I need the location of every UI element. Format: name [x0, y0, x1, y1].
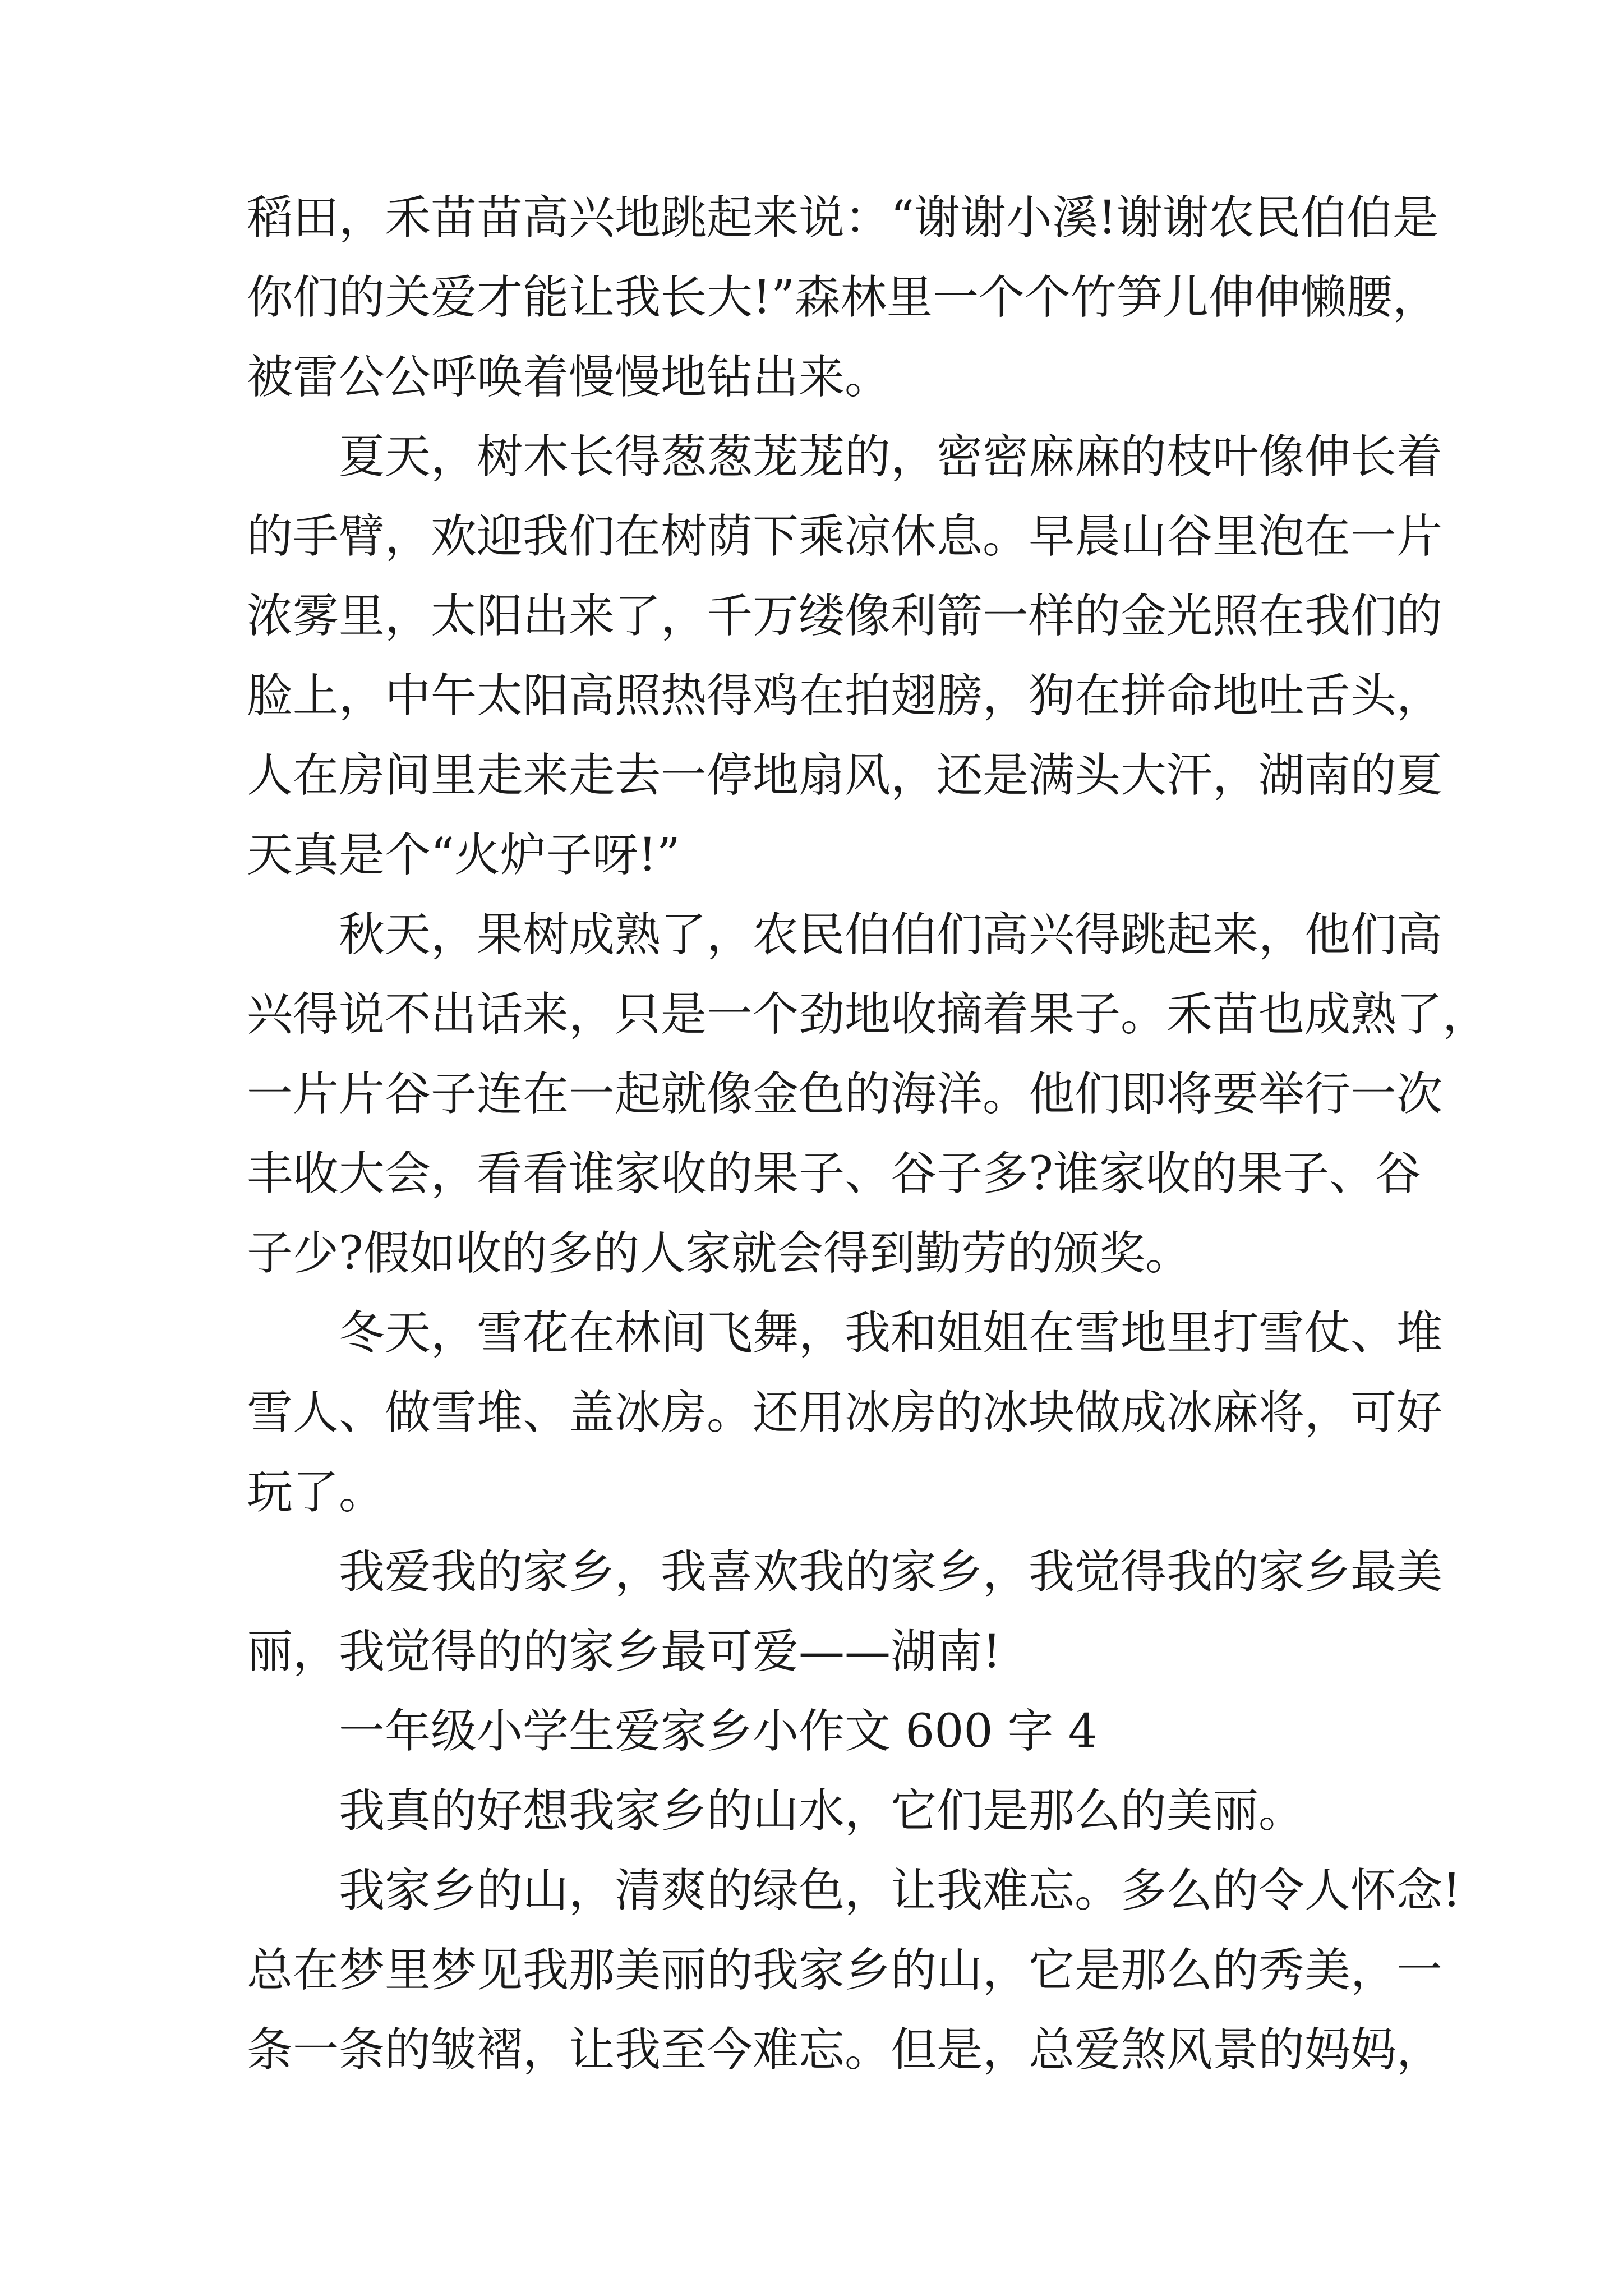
text-line: 总在梦里梦见我那美丽的我家乡的山，它是那么的秀美，一	[247, 1944, 1443, 1997]
text-line: 浓雾里，太阳出来了，千万缕像利箭一样的金光照在我们的	[247, 590, 1443, 643]
text-line: 我真的好想我家乡的山水，它们是那么的美丽。	[339, 1784, 1305, 1838]
text-line: 我家乡的山，清爽的绿色，让我难忘。多么的令人怀念!	[339, 1864, 1461, 1917]
text-line: 被雷公公呼唤着慢慢地钻出来。	[247, 351, 891, 404]
text-line: 雪人、做雪堆、盖冰房。还用冰房的冰块做成冰麻将，可好	[247, 1386, 1443, 1439]
text-line: 稻田，禾苗苗高兴地跳起来说：“谢谢小溪!谢谢农民伯伯是	[247, 191, 1438, 245]
text-line: 夏天，树木长得葱葱茏茏的，密密麻麻的枝叶像伸长着	[339, 430, 1443, 484]
text-line: 你们的关爱才能让我长大!”森林里一个个竹笋儿伸伸懒腰，	[247, 271, 1438, 324]
text-line: 一片片谷子连在一起就像金色的海洋。他们即将要举行一次	[247, 1068, 1443, 1121]
text-line: 脸上，中午太阳高照热得鸡在拍翅膀，狗在拼命地吐舌头，	[247, 669, 1443, 723]
text-line: 一年级小学生爱家乡小作文 600 字 4	[339, 1705, 1098, 1758]
text-line: 天真是个“火炉子呀!”	[247, 829, 680, 882]
essay-body	[247, 178, 1489, 2090]
text-line: 秋天，果树成熟了，农民伯伯们高兴得跳起来，他们高	[339, 908, 1443, 961]
text-line: 丰收大会，看看谁家收的果子、谷子多?谁家收的果子、谷	[247, 1147, 1421, 1200]
text-line: 人在房间里走来走去一停地扇风，还是满头大汗，湖南的夏	[247, 749, 1443, 802]
text-line: 子少?假如收的多的人家就会得到勤劳的颁奖。	[247, 1227, 1191, 1280]
text-line: 丽，我觉得的的家乡最可爱——湖南!	[247, 1625, 1001, 1678]
text-line: 我爱我的家乡，我喜欢我的家乡，我觉得我的家乡最美	[339, 1545, 1443, 1599]
text-line: 的手臂，欢迎我们在树荫下乘凉休息。早晨山谷里泡在一片	[247, 510, 1443, 563]
text-line: 玩了。	[247, 1466, 385, 1519]
text-line: 冬天，雪花在林间飞舞，我和姐姐在雪地里打雪仗、堆	[339, 1306, 1443, 1360]
text-line: 条一条的皱褶，让我至今难忘。但是，总爱煞风景的妈妈，	[247, 2023, 1443, 2077]
text-line: 兴得说不出话来，只是一个劲地收摘着果子。禾苗也成熟了，	[247, 988, 1489, 1041]
